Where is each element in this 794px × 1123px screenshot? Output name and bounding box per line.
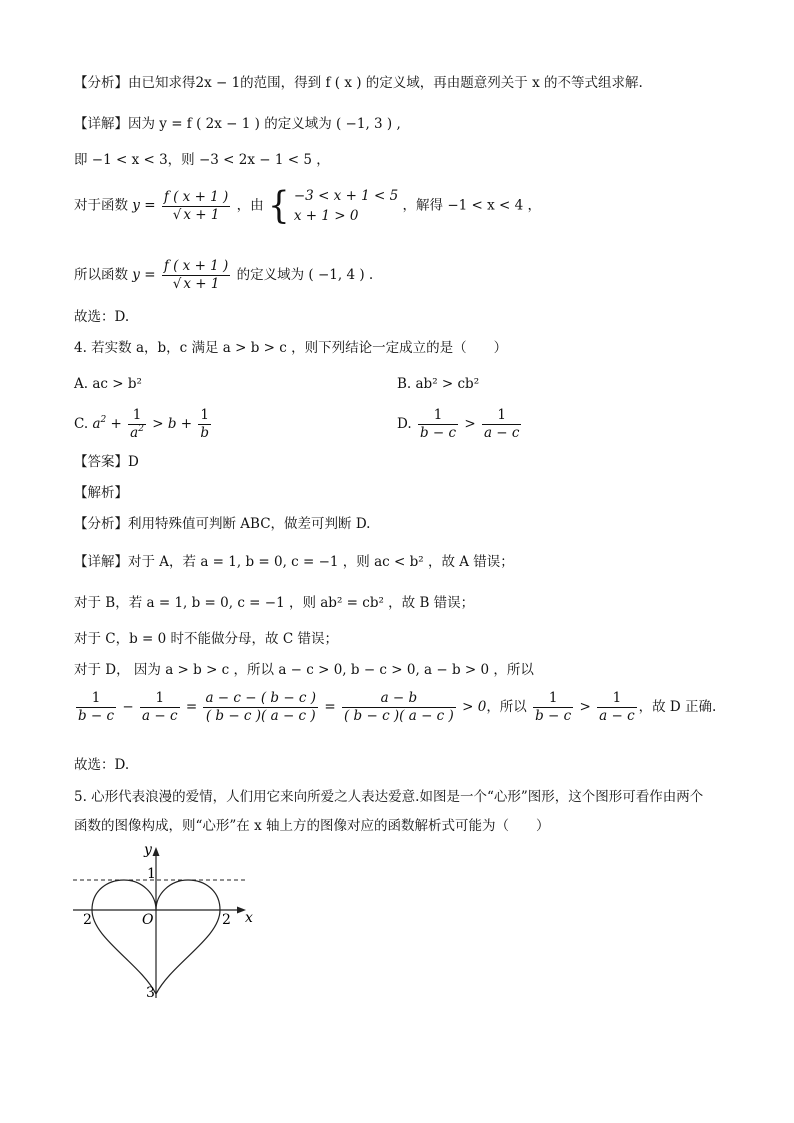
q5-stem-1: 5. 心形代表浪漫的爱情，人们用它来向所爱之人表达爱意.如图是一个“心形”图形，这个图形可看作由两个 <box>74 789 704 805</box>
line3-mid: ，由 <box>236 197 264 214</box>
q4-detail-5: $\frac{1}{b - c}$ − $\frac{1}{a - c}$ = $\frac{a - c - ( b - c )}{( b - c )( a - c )}$ = $\frac{a - b}{( b - c )( a - c )}$ > 0，所以 $\frac{1}{b - c}$ > $\frac{1}{a - c}$ ，故 D 正确. <box>78 690 717 724</box>
answer-line-1: 故选：D. <box>74 309 130 325</box>
q5-stem-2: 函数的图像构成，则“心形”在 x 轴上方的图像对应的函数解析式可能为（ ） <box>74 818 550 834</box>
q4-jiexi: 【解析】 <box>74 485 128 501</box>
line4-suffix: 的定义域为 ( −1, 4 ) . <box>236 267 374 283</box>
fraction-denominator-2: x + 1 <box>183 276 220 292</box>
q4-detail-4: 对于 D， 因为 a > b > c ，所以 a − c > 0, b − c > 0, a − b > 0 ，所以 <box>74 662 534 678</box>
label-three: 3 <box>146 985 155 1001</box>
fraction-denominator: x + 1 <box>183 206 220 223</box>
q4-detail-1: 【详解】对于 A，若 a = 1, b = 0, c = −1 ，则 ac < b² ，故 A 错误； <box>74 554 514 570</box>
origin-label: O <box>142 912 154 928</box>
q4-option-b: B. ab² > cb² <box>397 376 480 392</box>
q4-option-c: C. $a^2$ + $\frac{1}{a^2}$ > b + $\frac{1}{b}$ <box>74 407 210 441</box>
q4-detail-2: 对于 B，若 a = 1, b = 0, c = −1 ，则 ab² = cb² ，故 B 错误； <box>74 595 475 611</box>
q4-detail-5-tail: ，故 D 正确. <box>638 699 717 715</box>
q4-answer: 【答案】D <box>74 454 139 470</box>
x-label: x <box>245 910 253 926</box>
line4-prefix: 所以函数 <box>74 267 128 283</box>
inequality-b: x + 1 > 0 <box>293 208 359 224</box>
label-two-left: 2 <box>83 912 92 928</box>
fraction-numerator: f ( x + 1 ) <box>163 188 229 205</box>
q4-option-d: D. $\frac{1}{b - c}$ > $\frac{1}{a - c}$ <box>397 407 520 441</box>
q4-final-answer: 故选：D. <box>74 757 130 773</box>
q4-option-c-label: C. <box>74 416 89 432</box>
analysis-tag: 【分析】 <box>74 75 128 91</box>
fraction-f-over-sqrt-2: $\frac{f ( x + 1 )}{√ x + 1}$ <box>163 258 229 292</box>
inequality-system <box>294 186 398 226</box>
detail-line-3: 对于函数 y = $\frac{f ( x + 1 )}{√ x + 1}$ ，由 { −3 < x + 1 < 5 x + 1 > 0 ，解得 −1 < x < 4 ， <box>74 184 542 228</box>
q4-detail-3: 对于 C，b = 0 时不能做分母，故 C 错误； <box>74 631 338 647</box>
q4-analysis: 【分析】利用特殊值可判断 ABC，做差可判断 D. <box>74 516 371 532</box>
y-axis-arrow <box>153 847 160 856</box>
detail-line-1 <box>74 114 401 134</box>
heart-figure <box>70 838 260 1003</box>
detail-text-1: 因为 y = f ( 2x − 1 ) 的定义域为 ( −1, 3 ) , <box>128 116 401 132</box>
line3-prefix: 对于函数 <box>74 197 128 214</box>
line3-suffix: ，解得 −1 < x < 4 ， <box>402 197 542 214</box>
detail-line-2: 即 −1 < x < 3，则 −3 < 2x − 1 < 5 ， <box>74 152 330 168</box>
analysis-text: 由已知求得2x − 1的范围，得到 f ( x ) 的定义域，再由题意列关于 x 的不等式组求解. <box>128 75 643 91</box>
y-label: y <box>144 842 152 858</box>
detail-tag: 【详解】 <box>74 116 128 132</box>
q4-stem: 4. 若实数 a，b，c 满足 a > b > c ，则下列结论一定成立的是（ ） <box>74 340 508 356</box>
label-two-right: 2 <box>222 912 231 928</box>
fraction-f-over-sqrt: $\frac{f ( x + 1 )}{√ x + 1}$ <box>163 188 229 223</box>
inequality-a: −3 < x + 1 < 5 <box>293 188 399 204</box>
detail-line-4: 所以函数 y = $\frac{f ( x + 1 )}{√ x + 1}$ 的定义域为 ( −1, 4 ) . <box>74 258 374 292</box>
q4-option-a: A. ac > b² <box>74 376 142 392</box>
q4-option-d-label: D. <box>397 416 412 432</box>
fraction-numerator-2: f ( x + 1 ) <box>163 258 229 274</box>
analysis-line <box>74 73 643 93</box>
label-one: 1 <box>147 866 156 882</box>
